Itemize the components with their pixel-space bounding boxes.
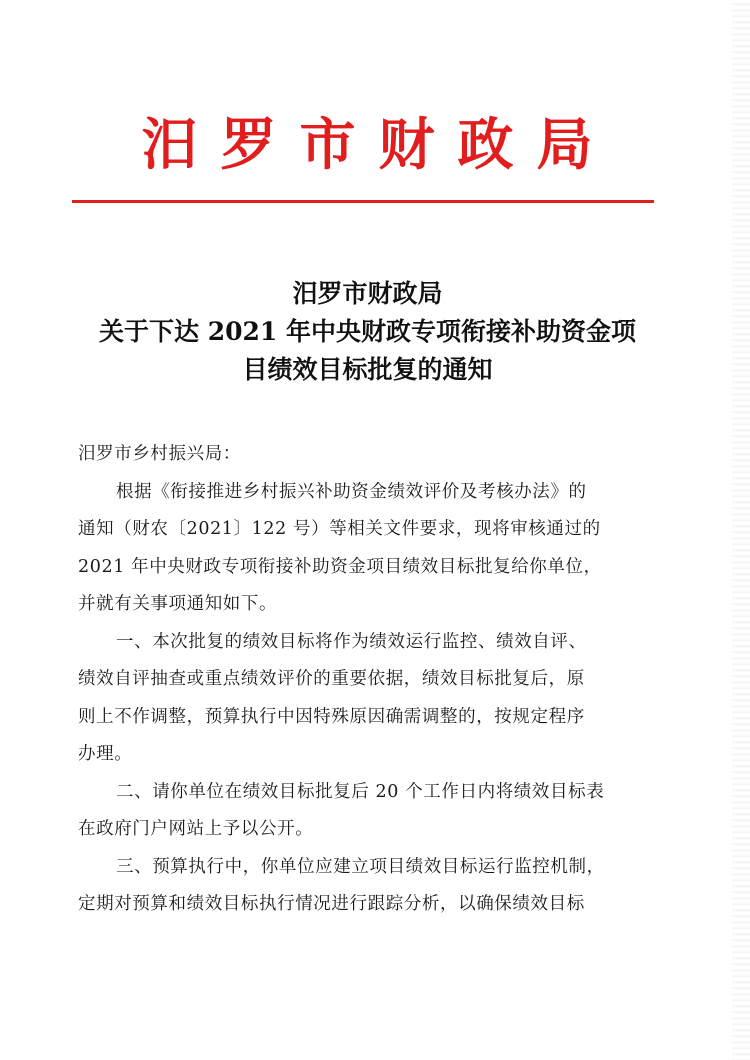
paragraph-line: 并就有关事项通知如下。 [78,594,278,614]
notice-body [78,436,658,924]
paragraph-line: 2021 年中央财政专项衔接补助资金项目绩效目标批复给你单位， [78,556,602,577]
paragraph-line: 二、请你单位在绩效目标批复后 20 个工作日内将绩效目标表 [116,781,605,802]
paragraph-line: 办理。 [78,744,133,764]
paragraph-item-2 [78,774,658,849]
paragraph-line: 绩效自评抽查或重点绩效评价的重要依据，绩效目标批复后，原 [78,669,585,689]
notice-title-line: 关于下达 2021 年中央财政专项衔接补助资金项 [99,317,636,346]
paragraph-item-3 [78,849,658,924]
notice-title-line: 汨罗市财政局 [292,279,443,308]
paragraph-line: 三、预算执行中，你单位应建立项目绩效目标运行监控机制， [116,856,605,877]
paragraph-line: 通知（财农〔2021〕122 号）等相关文件要求，现将审核通过的 [78,519,601,539]
paragraph-intro [78,474,658,624]
paragraph-line: 一、本次批复的绩效目标将作为绩效运行监控、绩效自评、 [116,631,587,652]
notice-title-line: 目绩效目标批复的通知 [242,355,493,384]
letterhead-red-rule [72,200,654,203]
paragraph-line: 在政府门户网站上予以公开。 [78,819,314,839]
addressee: 汨罗市乡村振兴局： [78,444,241,464]
notice-title [60,275,675,389]
paragraph-line: 定期对预算和绩效目标执行情况进行跟踪分析，以确保绩效目标 [78,894,585,914]
paragraph-line: 则上不作调整，预算执行中因特殊原因确需调整的，按规定程序 [78,706,585,727]
paragraph-line: 根据《衔接推进乡村振兴补助资金绩效评价及考核办法》的 [116,481,587,502]
letterhead-title: 汨罗市财政局 [141,112,616,178]
paragraph-item-1 [78,624,658,774]
